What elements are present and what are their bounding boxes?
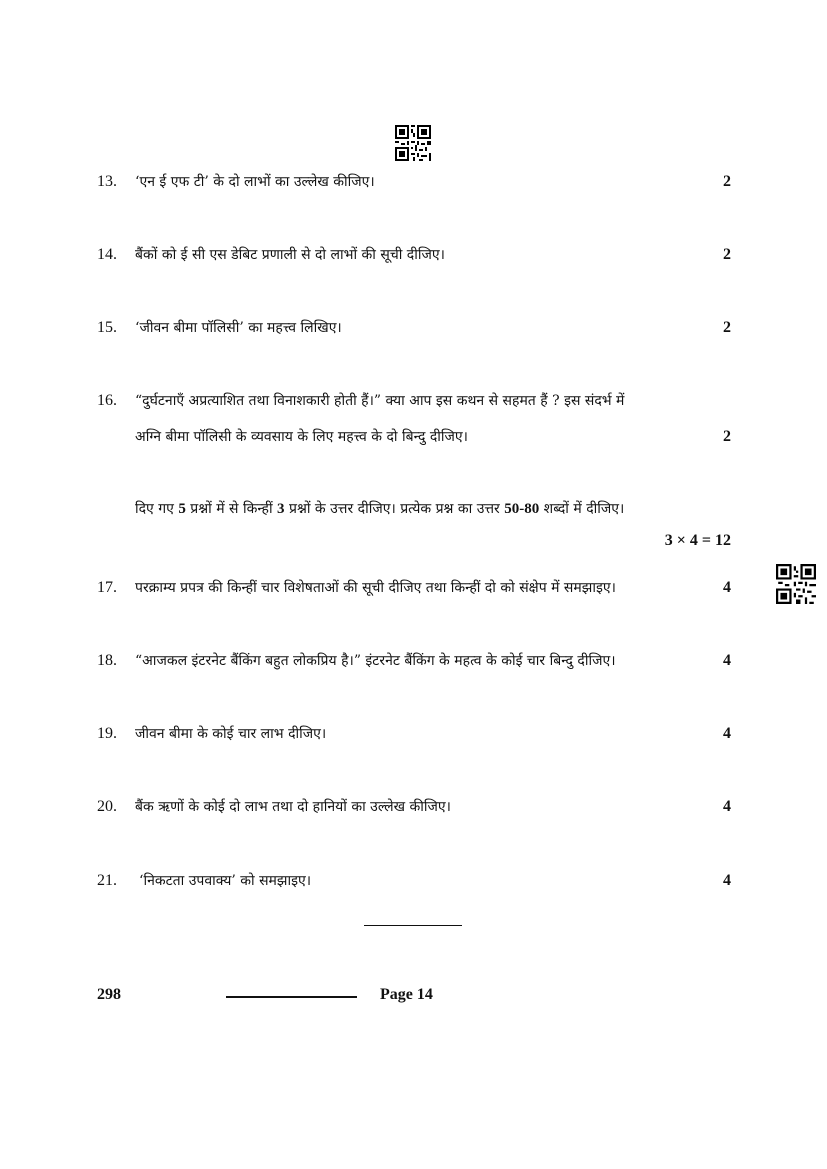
section-instruction	[135, 499, 731, 519]
question-number: 19.	[97, 725, 117, 742]
question-number: 17.	[97, 579, 117, 596]
question-text: परक्राम्य प्रपत्र की किन्हीं चार विशेषताओं की सूची दीजिए तथा किन्हीं दो को संक्षेप में समझाइए।	[135, 580, 616, 596]
footer-divider	[226, 996, 357, 998]
question-text: बैंक ऋणों के कोई दो लाभ तथा दो हानियों का उल्लेख कीजिए।	[135, 799, 451, 815]
question-text: जीवन बीमा के कोई चार लाभ दीजिए।	[135, 726, 327, 742]
question-number: 16.	[97, 392, 117, 409]
question-16	[97, 391, 731, 451]
question-marks: 4	[723, 798, 731, 815]
question-text: ‘एन ई एफ टी’ के दो लाभों का उल्लेख कीजिए।	[135, 174, 375, 190]
question-text: ‘जीवन बीमा पॉलिसी’ का महत्त्व लिखिए।	[135, 320, 342, 336]
question-marks: 2	[723, 173, 731, 190]
question-marks: 2	[723, 428, 731, 445]
question-number: 14.	[97, 246, 117, 263]
page-number: Page 14	[380, 986, 433, 1003]
question-text	[135, 391, 701, 447]
question-text: ‘निकटता उपवाक्य’ को समझाइए।	[139, 873, 312, 889]
section-marks-formula: 3 × 4 = 12	[664, 532, 731, 549]
question-number: 21.	[97, 872, 117, 889]
paper-code: 298	[97, 986, 121, 1003]
qr-code-icon	[395, 125, 431, 161]
question-marks: 4	[723, 652, 731, 669]
question-text: “आजकल इंटरनेट बैंकिंग बहुत लोकप्रिय है।” इंटरनेट बैंकिंग के महत्व के कोई चार बिन्दु दीजिए।	[135, 653, 616, 669]
question-marks: 4	[723, 872, 731, 889]
question-marks: 2	[723, 246, 731, 263]
question-text: बैंकों को ई सी एस डेबिट प्रणाली से दो लाभों की सूची दीजिए।	[135, 247, 445, 263]
instruction-text: प्रश्नों में से किन्हीं	[185, 501, 278, 517]
instruction-text: शब्दों में दीजिए।	[539, 501, 625, 517]
instruction-text: प्रश्नों के उत्तर दीजिए। प्रत्येक प्रश्न का उत्तर	[284, 501, 505, 517]
question-text-line-1: “दुर्घटनाएँ अप्रत्याशित तथा विनाशकारी होती हैं।” क्या आप इस कथन से सहमत हैं ? इस संदर्भ में	[135, 393, 625, 409]
instruction-text: दिए गए	[135, 501, 179, 517]
end-divider	[364, 925, 462, 926]
instruction-number: 50-80	[504, 501, 540, 517]
question-number: 18.	[97, 652, 117, 669]
question-number: 15.	[97, 319, 117, 336]
question-number: 13.	[97, 173, 117, 190]
instruction-number: 3	[277, 501, 285, 517]
qr-code-icon	[776, 564, 816, 604]
question-marks: 4	[723, 725, 731, 742]
question-number: 20.	[97, 798, 117, 815]
question-marks: 2	[723, 319, 731, 336]
question-marks: 4	[723, 579, 731, 596]
question-text-line-2: अग्नि बीमा पॉलिसी के व्यवसाय के लिए महत्त्व के दो बिन्दु दीजिए।	[135, 429, 468, 445]
instruction-number: 5	[178, 501, 186, 517]
